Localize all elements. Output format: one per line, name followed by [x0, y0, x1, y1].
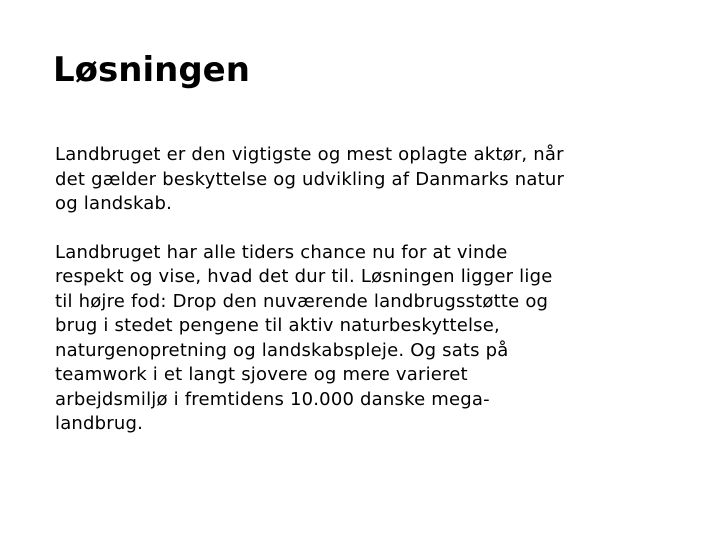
- paragraph-2-line-8: landbrug.: [55, 413, 144, 434]
- paragraph-2-line-1: Landbruget har alle tiders chance nu for at vinde: [55, 241, 508, 263]
- paragraph-2-line-5: naturgenopretning og landskabspleje. Og sats på: [55, 339, 509, 361]
- paragraph-2-line-3: til højre fod: Drop den nuværende landbrugsstøtte og: [55, 290, 549, 312]
- paragraph-2: [55, 241, 655, 437]
- paragraph-2-line-7: arbejdsmiljø i fremtidens 10.000 danske mega-: [55, 388, 490, 410]
- paragraph-1-line-3: og landskab.: [55, 193, 173, 214]
- paragraph-1: [55, 143, 655, 217]
- slide-title: Løsningen: [53, 50, 250, 90]
- paragraph-2-line-6: teamwork i et langt sjovere og mere varieret: [55, 364, 468, 385]
- paragraph-2-line-2: respekt og vise, hvad det dur til. Løsningen ligger lige: [55, 266, 553, 287]
- paragraph-1-line-2: det gælder beskyttelse og udvikling af Danmarks natur: [55, 168, 565, 190]
- slide-body: [55, 143, 655, 461]
- paragraph-1-line-1: Landbruget er den vigtigste og mest oplagte aktør, når: [55, 144, 564, 165]
- paragraph-2-line-4: brug i stedet pengene til aktiv naturbeskyttelse,: [55, 315, 500, 336]
